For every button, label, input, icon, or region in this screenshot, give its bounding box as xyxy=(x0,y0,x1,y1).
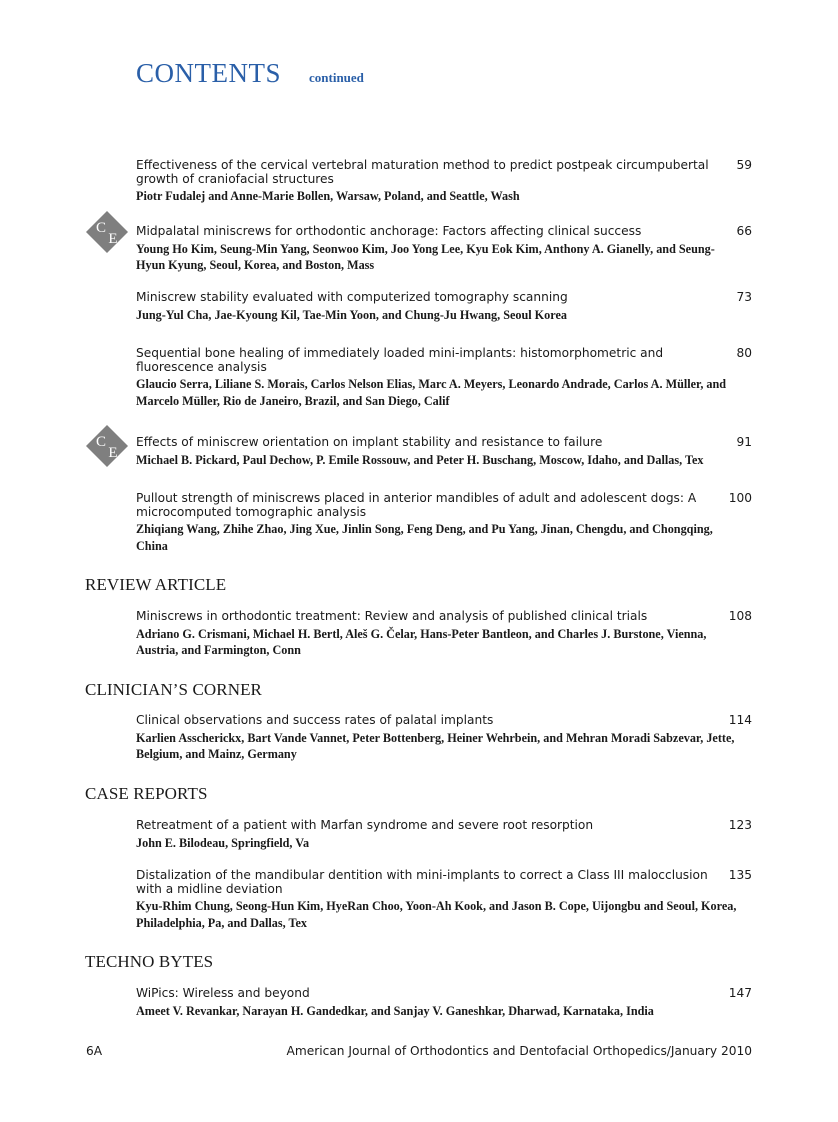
page-subtitle: continued xyxy=(309,70,364,85)
article-title[interactable]: Retreatment of a patient with Marfan syndrome and severe root resorption xyxy=(136,818,594,832)
footer-page-number: 6A xyxy=(86,1044,103,1058)
article-authors: Ameet V. Revankar, Narayan H. Gandedkar, and Sanjay V. Ganeshkar, Dharwad, Karnataka, India xyxy=(136,1003,654,1018)
article-title[interactable]: Distalization of the mandibular dentition with mini-implants to correct a Class III malocclusion with a midline deviation xyxy=(136,868,708,896)
section-heading-techno-bytes: TECHNO BYTES xyxy=(85,952,214,971)
toc-entry[interactable] xyxy=(136,869,752,931)
toc-entry[interactable] xyxy=(136,347,752,409)
toc-entry[interactable] xyxy=(136,436,752,468)
article-authors: Adriano G. Crismani, Michael H. Bertl, Aleš G. Čelar, Hans-Peter Bantleon, and Charles J. Burstone, Vienna, Austria, and Farmington, Conn xyxy=(136,626,707,657)
article-authors: Kyu-Rhim Chung, Seong-Hun Kim, HyeRan Choo, Yoon-Ah Kook, and Jason B. Cope, Uijongbu and Seoul, Korea, Philadelphia, Pa, and Dallas, Tex xyxy=(136,899,737,930)
article-authors: Young Ho Kim, Seung-Min Yang, Seonwoo Kim, Joo Yong Lee, Kyu Eok Kim, Anthony A. Gianelly, and Seung-Hyun Kyung, Seoul, Korea, and Boston, Mass xyxy=(136,241,715,272)
section-heading-clinicians-corner: CLINICIAN’S CORNER xyxy=(85,680,262,699)
article-title[interactable]: Sequential bone healing of immediately loaded mini-implants: histomorphometric and fluorescence analysis xyxy=(136,346,664,374)
article-authors: Glaucio Serra, Liliane S. Morais, Carlos Nelson Elias, Marc A. Meyers, Leonardo Andrade, Carlos A. Müller, and Marcelo Müller, Rio de Janeiro, Brazil, and San Diego, Calif xyxy=(136,377,727,408)
article-authors: Michael B. Pickard, Paul Dechow, P. Emile Rossouw, and Peter H. Buschang, Moscow, Idaho, and Dallas, Tex xyxy=(136,452,704,467)
page-number: 91 xyxy=(736,435,752,449)
article-title[interactable]: WiPics: Wireless and beyond xyxy=(136,986,310,1000)
page-number: 135 xyxy=(728,868,752,882)
article-title[interactable]: Effectiveness of the cervical vertebral maturation method to predict postpeak circumpubertal growth of craniofacial structures xyxy=(136,158,709,186)
toc-entry[interactable] xyxy=(136,610,752,659)
ce-credit-icon xyxy=(85,210,129,254)
section-heading-review-article: REVIEW ARTICLE xyxy=(85,575,227,594)
article-authors: Karlien Asscherickx, Bart Vande Vannet, Peter Bottenberg, Heiner Wehrbein, and Mehran Moradi Sabzevar, Jette, Belgium, and Mainz, Germany xyxy=(136,730,735,761)
page-number: 147 xyxy=(728,986,752,1000)
toc-entry[interactable] xyxy=(136,291,752,323)
page-number: 108 xyxy=(728,609,752,623)
article-title[interactable]: Pullout strength of miniscrews placed in anterior mandibles of adult and adolescent dogs: A microcomputed tomographic analysis xyxy=(136,491,697,519)
page-number: 123 xyxy=(728,818,752,832)
footer-journal: American Journal of Orthodontics and Dentofacial Orthopedics/January 2010 xyxy=(286,1044,752,1058)
ce-credit-icon xyxy=(85,424,129,468)
article-title[interactable]: Clinical observations and success rates of palatal implants xyxy=(136,713,494,727)
ce-letter-c: C xyxy=(95,434,107,450)
ce-letter-c: C xyxy=(95,220,107,236)
article-authors: Zhiqiang Wang, Zhihe Zhao, Jing Xue, Jinlin Song, Feng Deng, and Pu Yang, Jinan, Chengdu, and Chongqing, China xyxy=(136,522,713,553)
page-number: 114 xyxy=(728,713,752,727)
page-number: 59 xyxy=(736,158,752,172)
page-title: CONTENTS xyxy=(136,58,281,88)
article-title[interactable]: Midpalatal miniscrews for orthodontic anchorage: Factors affecting clinical success xyxy=(136,224,642,238)
page-number: 73 xyxy=(736,290,752,304)
article-title[interactable]: Effects of miniscrew orientation on implant stability and resistance to failure xyxy=(136,435,603,449)
article-authors: Piotr Fudalej and Anne-Marie Bollen, Warsaw, Poland, and Seattle, Wash xyxy=(136,189,520,203)
toc-entry[interactable] xyxy=(136,492,752,554)
article-authors: John E. Bilodeau, Springfield, Va xyxy=(136,835,310,850)
ce-letter-e: E xyxy=(108,231,118,247)
contents-header xyxy=(136,58,364,89)
section-heading-case-reports: CASE REPORTS xyxy=(85,784,208,803)
ce-letter-e: E xyxy=(108,445,118,461)
toc-entry[interactable] xyxy=(136,714,752,763)
toc-entry[interactable] xyxy=(136,225,752,274)
toc-entry[interactable] xyxy=(136,819,752,851)
page-number: 66 xyxy=(736,224,752,238)
article-title[interactable]: Miniscrews in orthodontic treatment: Review and analysis of published clinical trials xyxy=(136,609,648,623)
toc-entry[interactable] xyxy=(136,159,752,205)
article-authors: Jung-Yul Cha, Jae-Kyoung Kil, Tae-Min Yoon, and Chung-Ju Hwang, Seoul Korea xyxy=(136,307,567,322)
article-title[interactable]: Miniscrew stability evaluated with computerized tomography scanning xyxy=(136,290,568,304)
page-number: 80 xyxy=(736,346,752,360)
page-number: 100 xyxy=(728,491,752,505)
toc-entry[interactable] xyxy=(136,987,752,1019)
